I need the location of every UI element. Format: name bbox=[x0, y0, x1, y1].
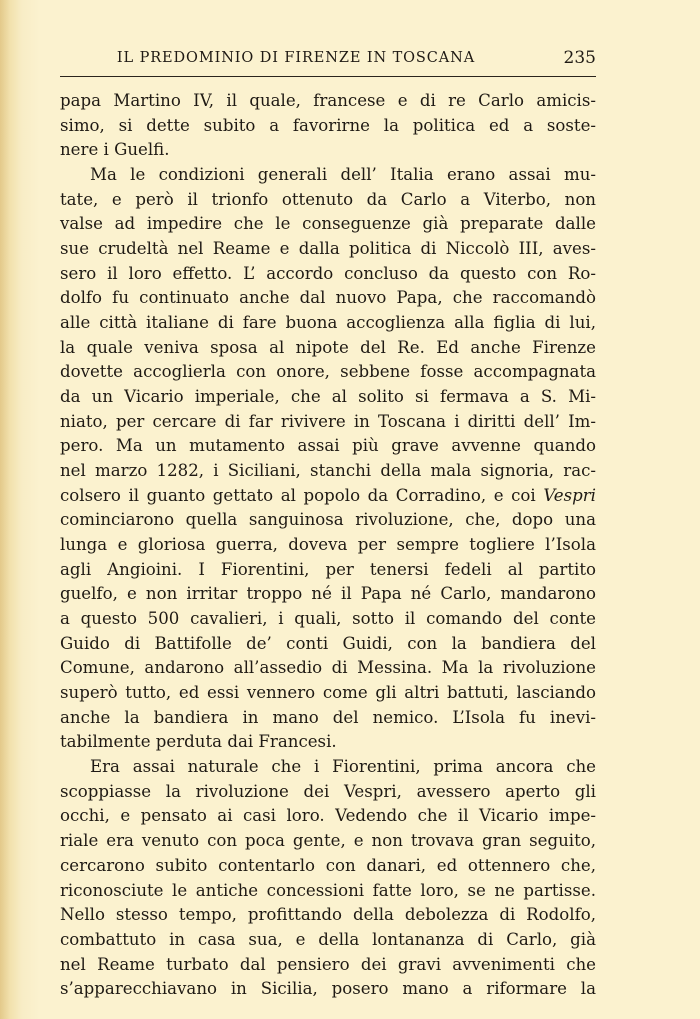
text-line: valse ad impedire che le conseguenze già preparate dalle bbox=[60, 214, 596, 234]
text-line: anche la bandiera in mano del nemico. L’Isola fu inevi- bbox=[60, 707, 596, 727]
text-line: papa Martino IV, il quale, francese e di re Carlo amicis- bbox=[60, 91, 596, 110]
running-head bbox=[60, 48, 596, 72]
text-line: da un Vicario imperiale, che al solito si fermava a S. Mi- bbox=[60, 387, 596, 407]
text-line: Guido di Battifolle de’ conti Guidi, con la bandiera del bbox=[60, 633, 596, 653]
text-line: tate, e però il trionfo ottenuto da Carlo a Viterbo, non bbox=[60, 189, 596, 209]
text-line: niato, per cercare di far rivivere in Toscana i diritti dell’ Im- bbox=[60, 411, 596, 431]
text-line: agli Angioini. I Fiorentini, per tenersi fedeli al partito bbox=[60, 559, 596, 579]
text-line: cominciarono quella sanguinosa rivoluzione, che, dopo una bbox=[60, 510, 596, 530]
text-line: riale era venuto con poca gente, e non trovava gran seguito, bbox=[60, 831, 596, 851]
text-line: nel Reame turbato dal pensiero dei gravi avvenimenti che bbox=[60, 954, 596, 974]
text-line bbox=[60, 484, 596, 509]
text-line: dolfo fu continuato anche dal nuovo Papa, che raccomandò bbox=[60, 288, 596, 308]
text-line: scoppiasse la rivoluzione dei Vespri, avessero aperto gli bbox=[60, 781, 596, 801]
text-line: sue crudeltà nel Reame e dalla politica di Niccolò III, aves- bbox=[60, 239, 596, 259]
text-line: occhi, e pensato ai casi loro. Vedendo che il Vicario impe- bbox=[60, 806, 596, 826]
text-line: guelfo, e non irritar troppo né il Papa né Carlo, mandarono bbox=[60, 584, 596, 604]
text-line: pero. Ma un mutamento assai più grave avvenne quando bbox=[60, 436, 596, 456]
text-line: simo, si dette subito a favorirne la politica ed a soste- bbox=[60, 115, 596, 135]
text-line: cercarono subito contentarlo con danari, ed ottennero che, bbox=[60, 855, 596, 875]
text-line: Nello stesso tempo, profittando della debolezza di Rodolfo, bbox=[60, 905, 596, 925]
text-line: sero il loro effetto. L’ accordo concluso da questo con Ro- bbox=[60, 263, 596, 283]
text-line: la quale veniva sposa al nipote del Re. Ed anche Firenze bbox=[60, 337, 596, 357]
text-line: Ma le condizioni generali dell’ Italia erano assai mu- bbox=[90, 165, 596, 185]
text-line: nel marzo 1282, i Siciliani, stanchi della mala signoria, rac- bbox=[60, 461, 596, 481]
text-line: nere i Guelfi. bbox=[60, 140, 170, 160]
running-title: IL PREDOMINIO DI FIRENZE IN TOSCANA bbox=[116, 50, 476, 66]
text-line: alle città italiane di fare buona accoglienza alla figlia di lui, bbox=[60, 313, 596, 333]
text-line-part: colsero il guanto gettato al popolo da Corradino, e coi bbox=[60, 485, 536, 505]
text-line: Comune, andarono all’assedio di Messina. Ma la rivoluzione bbox=[60, 658, 596, 678]
text-line: Era assai naturale che i Fiorentini, prima ancora che bbox=[90, 757, 596, 777]
text-line: s’apparecchiavano in Sicilia, posero mano a riformare la bbox=[60, 979, 596, 999]
text-line: lunga e gloriosa guerra, doveva per sempre togliere l’Isola bbox=[60, 535, 596, 555]
text-line: dovette accoglierla con onore, sebbene fosse accompagnata bbox=[60, 362, 596, 382]
page-number: 235 bbox=[563, 48, 596, 68]
header-rule bbox=[60, 76, 596, 77]
text-line: combattuto in casa sua, e della lontananza di Carlo, già bbox=[60, 929, 596, 949]
text-line: riconosciute le antiche concessioni fatte loro, se ne partisse. bbox=[60, 880, 596, 900]
body-text bbox=[60, 89, 596, 1002]
text-line: a questo 500 cavalieri, i quali, sotto il comando del conte bbox=[60, 609, 596, 629]
text-line: tabilmente perduta dai Francesi. bbox=[60, 732, 337, 752]
text-line: superò tutto, ed essi vennero come gli altri battuti, lasciando bbox=[60, 683, 596, 703]
italic-word: Vespri bbox=[543, 485, 596, 505]
